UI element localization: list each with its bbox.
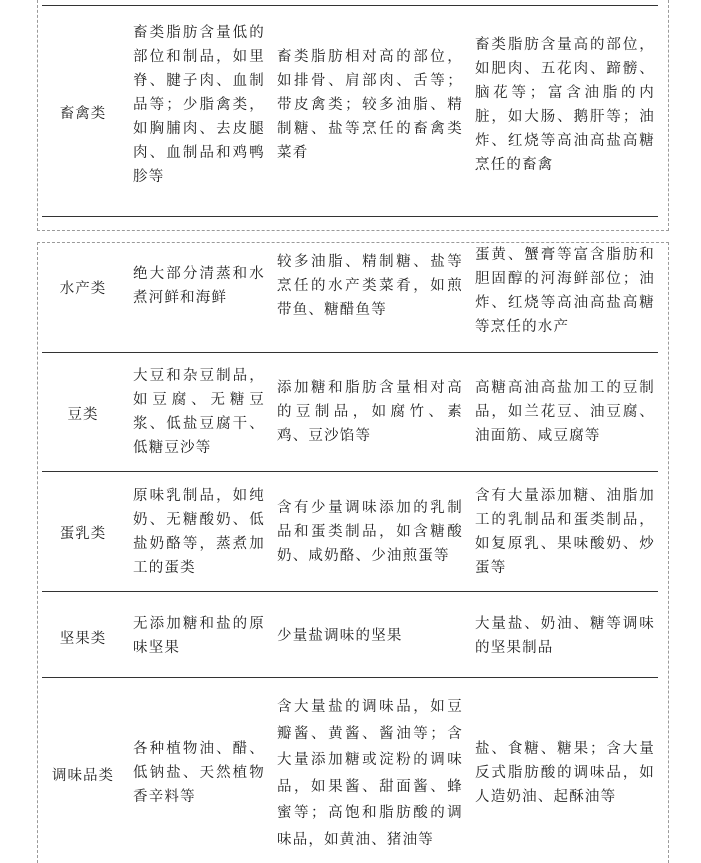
table-rule	[42, 677, 658, 678]
limit-cell: 高糖高油高盐加工的豆制品，如兰花豆、油豆腐、油面筋、咸豆腐等	[475, 380, 655, 444]
moderate-cell: 畜类脂肪相对高的部位，如排骨、肩部肉、舌等；带皮禽类；较多油脂、精制糖、盐等烹任的畜禽类菜肴	[277, 49, 463, 161]
limit-cell: 大量盐、奶油、糖等调味的坚果制品	[475, 616, 655, 656]
moderate-cell: 少量盐调味的坚果	[277, 628, 403, 644]
table-rule	[42, 5, 658, 6]
table-rule	[42, 216, 658, 217]
row-category: 坚果类	[59, 631, 107, 647]
moderate-cell: 添加糖和脂肪含量相对高的豆制品，如腐竹、素鸡、豆沙馅等	[277, 380, 463, 444]
recommend-cell: 原味乳制品，如纯奶、无糖酸奶、低盐奶酪等，蒸煮加工的蛋类	[133, 488, 265, 576]
recommend-cell: 无添加糖和盐的原味坚果	[133, 616, 265, 656]
table-rule	[42, 471, 658, 472]
row-category: 蛋乳类	[59, 526, 107, 542]
limit-cell: 蛋黄、蟹膏等富含脂肪和胆固醇的河海鲜部位；油炸、红烧等高油高盐高糖等烹任的水产	[475, 247, 655, 335]
table-rule	[42, 591, 658, 592]
moderate-cell: 含大量盐的调味品，如豆瓣酱、黄酱、酱油等；含大量添加糖或淀粉的调味品，如果酱、甜面酱、蜂蜜等；高饱和脂肪酸的调味品，如黄油、猪油等	[277, 699, 463, 848]
limit-cell: 畜类脂肪含量高的部位，如肥肉、五花肉、蹄髈、脑花等；富含油脂的内脏，如大肠、鹅肝等；油炸、红烧等高油高盐高糖烹任的畜禽	[475, 37, 655, 173]
row-category: 畜禽类	[59, 106, 107, 122]
recommend-cell: 大豆和杂豆制品，如豆腐、无糖豆浆、低盐豆腐干、低糖豆沙等	[133, 368, 265, 456]
recommend-cell: 绝大部分清蒸和水煮河鲜和海鲜	[133, 266, 265, 306]
moderate-cell: 较多油脂、精制糖、盐等烹任的水产类菜肴，如煎带鱼、糖醋鱼等	[277, 254, 463, 318]
limit-cell: 含有大量添加糖、油脂加工的乳制品和蛋类制品，如复原乳、果味酸奶、炒蛋等	[475, 488, 655, 576]
row-category: 水产类	[59, 281, 107, 297]
row-category: 豆类	[67, 407, 99, 423]
recommend-cell: 畜类脂肪含量低的部位和制品，如里脊、腱子肉、血制品等；少脂禽类，如胸脯肉、去皮腿肉、血制品和鸡鸭胗等	[133, 25, 265, 185]
table-rule	[42, 352, 658, 353]
moderate-cell: 含有少量调味添加的乳制品和蛋类制品，如含糖酸奶、咸奶酪、少油煎蛋等	[277, 500, 463, 564]
row-category: 调味品类	[52, 768, 114, 784]
limit-cell: 盐、食糖、糖果；含大量反式脂肪酸的调味品，如人造奶油、起酥油等	[475, 741, 655, 805]
recommend-cell: 各种植物油、醋、低钠盐、天然植物香辛料等	[133, 741, 265, 805]
